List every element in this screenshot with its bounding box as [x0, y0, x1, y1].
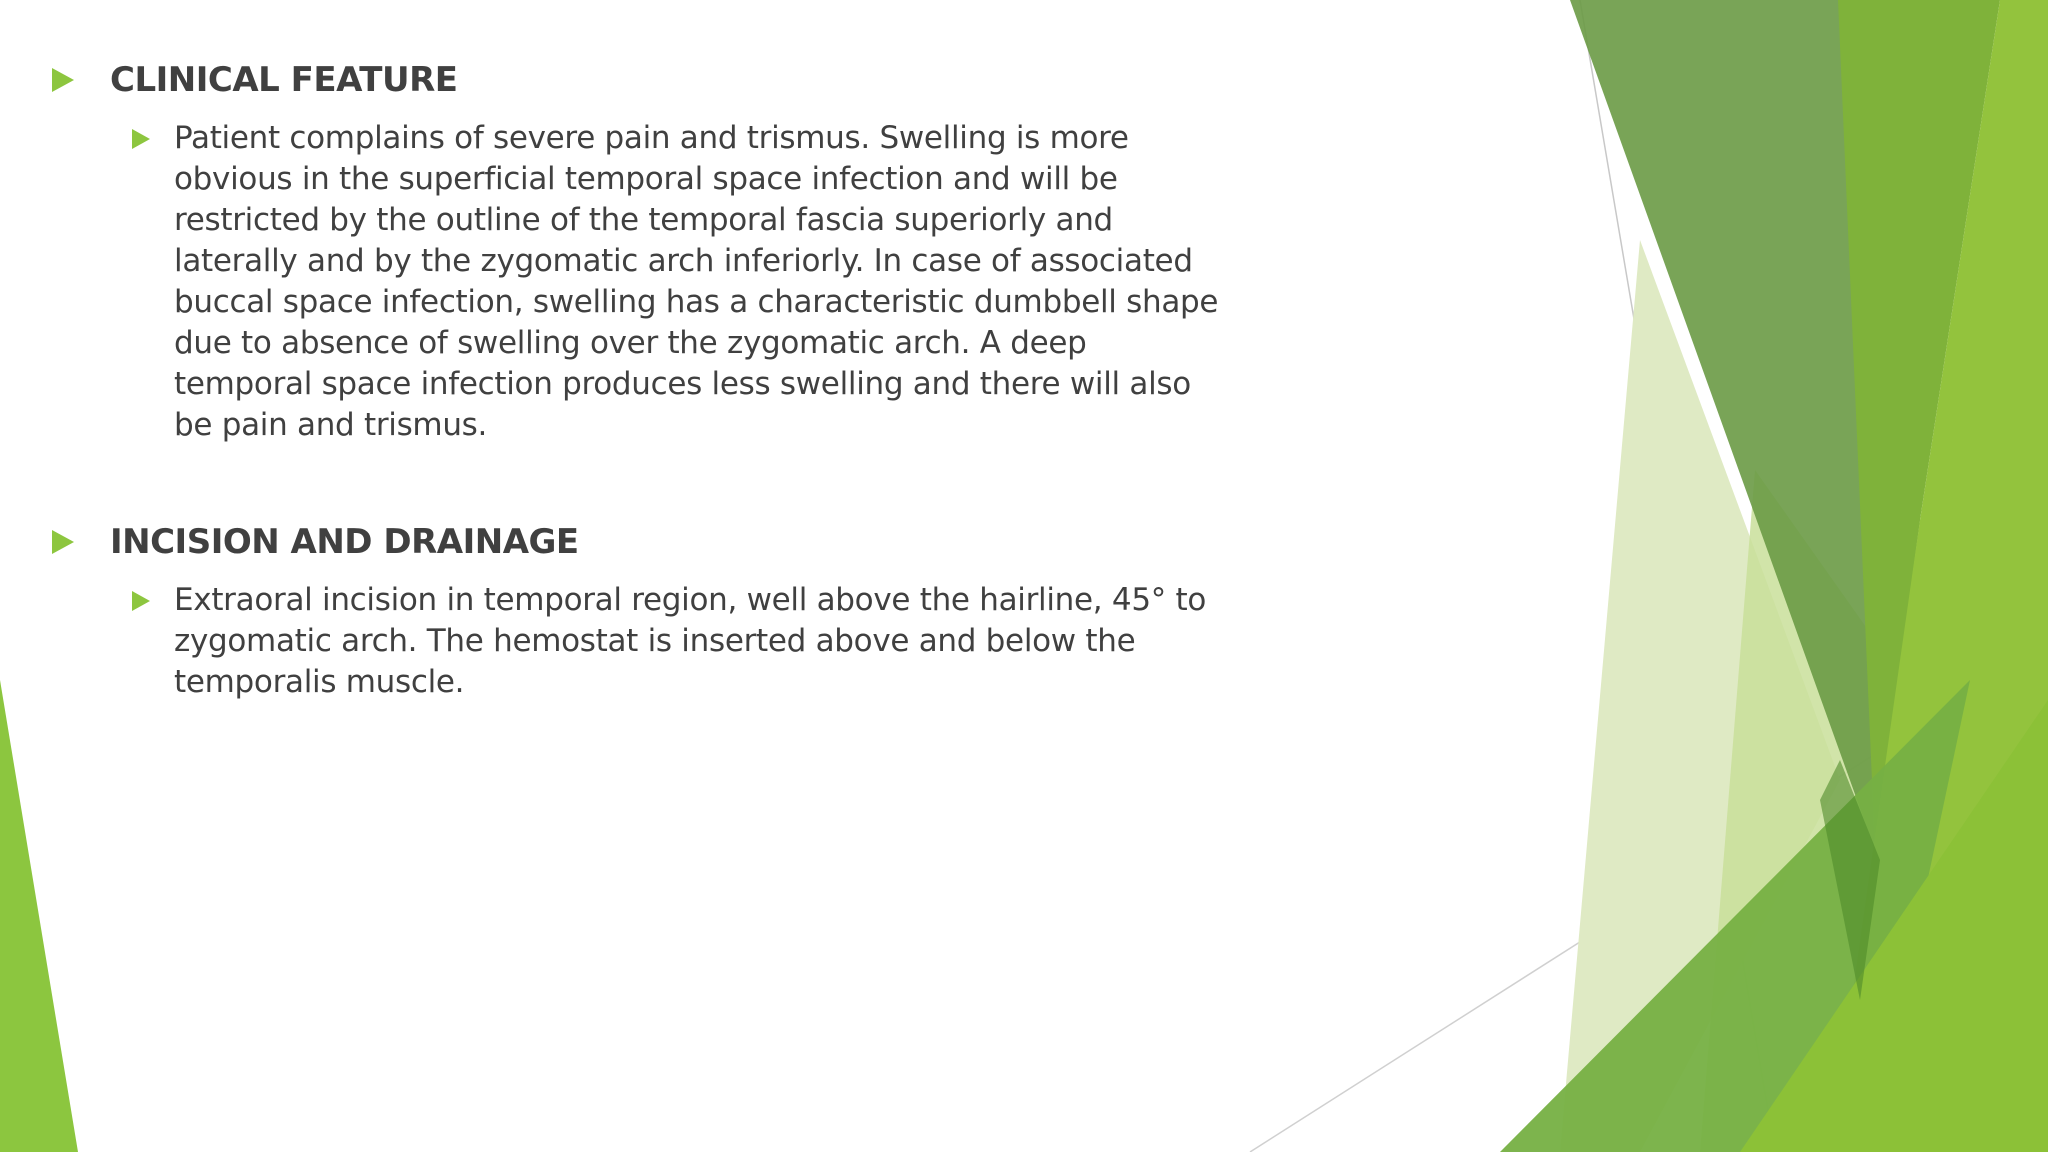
section-heading — [52, 518, 1252, 566]
slide-content — [52, 56, 1252, 703]
heading-text: INCISION AND DRAINAGE — [110, 522, 579, 562]
section-heading — [52, 56, 1252, 104]
heading-text: CLINICAL FEATURE — [110, 60, 458, 100]
section-clinical-feature — [52, 56, 1252, 446]
triangle-bullet-icon — [52, 530, 74, 554]
item-text: Patient complains of severe pain and trismus. Swelling is more obvious in the superficial temporal space infection and will be restricted by the outline of the temporal fascia superiorly and laterally and by the zygomatic arch inferiorly. In case of associated buccal space infection, swelling has a characteristic dumbbell shape due to absence of swelling over the zygomatic arch. A deep temporal space infection produces less swelling and there will also be pain and trismus. — [174, 120, 1219, 443]
triangle-bullet-icon — [52, 68, 74, 92]
item-text: Extraoral incision in temporal region, well above the hairline, 45° to zygomatic arch. The hemostat is inserted above and below the temporalis muscle. — [174, 582, 1207, 700]
facet-left — [0, 680, 78, 1152]
section-incision-drainage — [52, 518, 1252, 703]
list-item — [132, 118, 1252, 446]
triangle-bullet-icon — [132, 591, 150, 611]
list-item — [132, 580, 1252, 703]
triangle-bullet-icon — [132, 129, 150, 149]
